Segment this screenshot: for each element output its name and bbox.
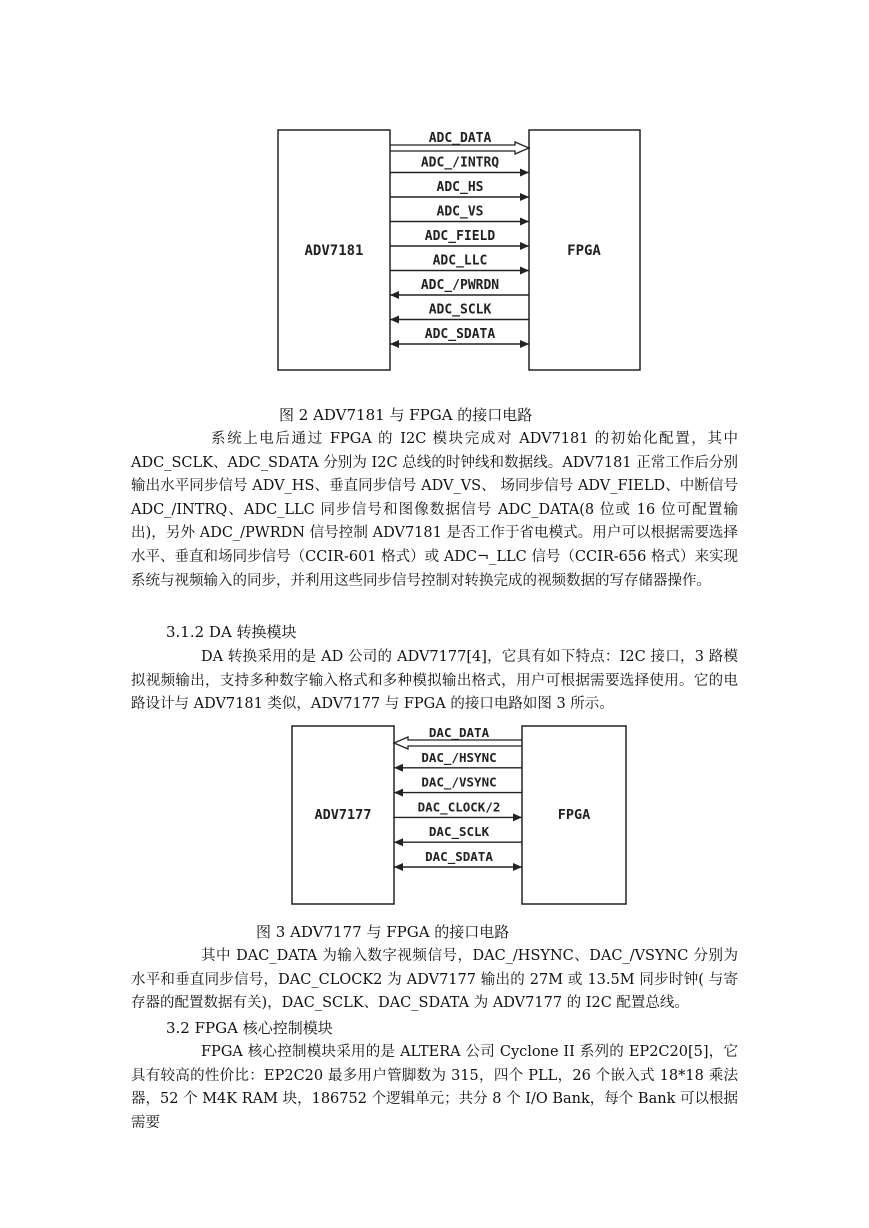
signal-dac-vsync bbox=[394, 775, 522, 797]
signal-adc-field-label: ADC_FIELD bbox=[424, 229, 496, 244]
signal-dac-vsync-arrow-left-icon bbox=[394, 789, 403, 797]
signal-adc-pwrdn bbox=[390, 278, 529, 299]
signal-adc-field bbox=[390, 229, 529, 250]
adv7181-label: ADV7181 bbox=[304, 243, 364, 259]
signal-adc-sdata-label: ADC_SDATA bbox=[424, 327, 496, 342]
signal-adc-vs-label: ADC_VS bbox=[436, 204, 484, 220]
signal-adc-sclk bbox=[390, 303, 529, 324]
signal-adc-intrq bbox=[390, 156, 529, 177]
signal-adc-data-label: ADC_DATA bbox=[428, 131, 492, 146]
signal-adc-sclk-label: ADC_SCLK bbox=[428, 302, 492, 318]
signal-dac-data-label: DAC_DATA bbox=[428, 725, 490, 740]
signal-adc-sclk-arrow-left-icon bbox=[390, 316, 399, 324]
signal-adc-pwrdn-label: ADC_/PWRDN bbox=[420, 278, 500, 293]
signal-adc-sdata-arrow-left-icon bbox=[390, 340, 399, 348]
signal-dac-data bbox=[394, 725, 522, 749]
signal-adc-hs-label: ADC_HS bbox=[436, 180, 484, 195]
signal-adc-hs-arrow-right-icon bbox=[520, 193, 529, 201]
signal-dac-sdata-arrow-right-icon bbox=[513, 863, 522, 871]
paragraph-adv7181-config bbox=[131, 428, 738, 593]
figure-2-signals bbox=[390, 131, 529, 348]
signal-adc-sdata-arrow-right-icon bbox=[520, 340, 529, 348]
signal-adc-pwrdn-arrow-left-icon bbox=[390, 291, 399, 299]
heading-3-2: 3.2 FPGA 核心控制模块 bbox=[166, 1019, 333, 1037]
paragraph-fpga-module bbox=[131, 1041, 738, 1135]
paragraph-da-module-text: DA 转换采用的是 AD 公司的 ADV7177[4]，它具有如下特点：I2C 接口，3 路模拟视频输出，支持多种数字输入格式和多种模拟输出格式，用户可根据需要选择使用。它的电路设计与 ADV7181 类似，ADV7177 与 FPGA 的接口电路如图 3 所示。 bbox=[131, 649, 738, 713]
signal-adc-data bbox=[390, 131, 529, 154]
signal-dac-sclk bbox=[394, 824, 522, 846]
signal-dac-sclk-arrow-left-icon bbox=[394, 838, 403, 846]
heading-3-1-2: 3.1.2 DA 转换模块 bbox=[166, 623, 297, 641]
paragraph-fpga-module-text: FPGA 核心控制模块采用的是 ALTERA 公司 Cyclone II 系列的 EP2C20[5]，它具有较高的性价比：EP2C20 最多用户管脚数为 315，四个 PLL，26 个嵌入式 18*18 乘法器，52 个 M4K RAM 块，186752 个逻辑单元；共分 8 个 I/O Bank，每个 Bank 可以根据需要 bbox=[131, 1044, 738, 1131]
signal-adc-intrq-label: ADC_/INTRQ bbox=[420, 155, 500, 171]
signal-dac-sdata-label: DAC_SDATA bbox=[425, 849, 493, 864]
fpga-label-fig3: FPGA bbox=[557, 807, 591, 823]
signal-dac-sclk-label: DAC_SCLK bbox=[428, 824, 490, 840]
figure-3-signals bbox=[394, 725, 522, 871]
figure-2 bbox=[272, 118, 642, 373]
signal-adc-llc bbox=[390, 254, 529, 275]
signal-dac-hsync-label: DAC_/HSYNC bbox=[421, 749, 497, 765]
signal-adc-field-arrow-right-icon bbox=[520, 242, 529, 250]
figure-2-diagram bbox=[272, 118, 642, 373]
fpga-label-fig2: FPGA bbox=[567, 243, 601, 259]
signal-adc-llc-arrow-right-icon bbox=[520, 267, 529, 275]
signal-adc-hs bbox=[390, 180, 529, 201]
signal-adc-vs-arrow-right-icon bbox=[520, 218, 529, 226]
signal-dac-sdata-arrow-left-icon bbox=[394, 863, 403, 871]
signal-dac-clock-2 bbox=[394, 799, 522, 821]
figure-3-caption: 图 3 ADV7177 与 FPGA 的接口电路 bbox=[256, 923, 510, 941]
signal-adc-vs bbox=[390, 205, 529, 226]
paragraph-dac-signals-text: 其中 DAC_DATA 为输入数字视频信号，DAC_/HSYNC、DAC_/VSYNC 分别为水平和垂直同步信号，DAC_CLOCK2 为 ADV7177 输出的 27M 或 13.5M 同步时钟( 与寄存器的配置数据有关)，DAC_SCLK、DAC_SDATA 为 ADV7177 的 I2C 配置总线。 bbox=[131, 948, 738, 1012]
signal-adc-sdata bbox=[390, 327, 529, 348]
signal-dac-clock-2-arrow-right-icon bbox=[513, 813, 522, 821]
signal-dac-hsync bbox=[394, 750, 522, 772]
figure-3-diagram bbox=[288, 718, 630, 908]
paragraph-da-module bbox=[131, 646, 738, 717]
signal-dac-vsync-label: DAC_/VSYNC bbox=[421, 774, 497, 790]
figure-3 bbox=[288, 718, 630, 908]
signal-adc-intrq-arrow-right-icon bbox=[520, 169, 529, 177]
figure-2-caption: 图 2 ADV7181 与 FPGA 的接口电路 bbox=[279, 406, 533, 424]
signal-dac-clock-2-label: DAC_CLOCK/2 bbox=[417, 799, 501, 815]
signal-dac-sdata bbox=[394, 849, 522, 871]
paragraph-adv7181-config-text: 系统上电后通过 FPGA 的 I2C 模块完成对 ADV7181 的初始化配置，其中 ADC_SCLK、ADC_SDATA 分别为 I2C 总线的时钟线和数据线。ADV7181 正常工作后分别输出水平同步信号 ADV_HS、垂直同步信号 ADV_VS、 场同步信号 ADV_FIELD、中断信号 ADC_/INTRQ、ADC_LLC 同步信号和图像数据信号 ADC_DATA(8 位或 16 位可配置输出)，另外 ADC_/PWRDN 信号控制 ADV7181 是否工作于省电模式。用户可以根据需要选择水平、垂直和场同步信号（CCIR-601 格式）或 ADC¬_LLC 信号（CCIR-656 格式）来实现系统与视频输入的同步，并利用这些同步信号控制对转换完成的视频数据的写存储器操作。 bbox=[131, 431, 738, 589]
paragraph-dac-signals bbox=[131, 945, 738, 1016]
signal-dac-hsync-arrow-left-icon bbox=[394, 764, 403, 772]
adv7177-label: ADV7177 bbox=[314, 807, 372, 823]
signal-adc-llc-label: ADC_LLC bbox=[432, 253, 488, 269]
